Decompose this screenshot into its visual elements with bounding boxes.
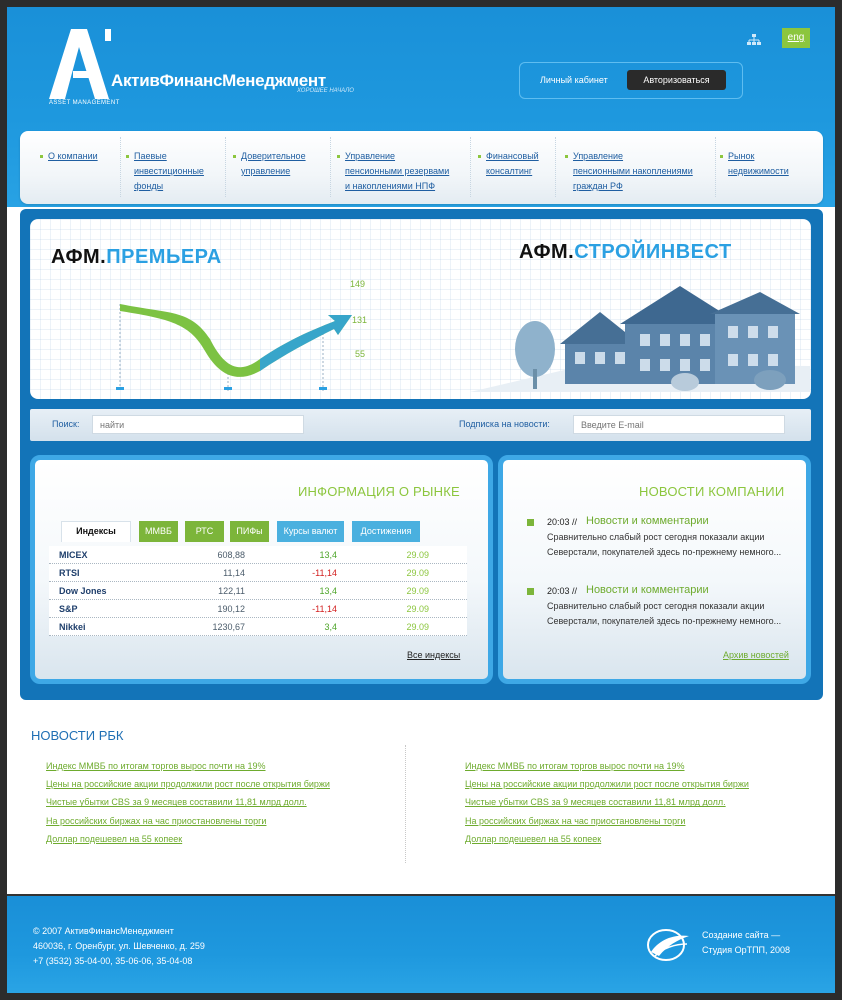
nav-divider — [330, 137, 331, 197]
footer-copyright: © 2007 АктивФинансМенеджмент — [33, 926, 174, 936]
company-news-panel — [498, 455, 811, 684]
nav-trust-management[interactable] — [233, 149, 306, 179]
footer-address: 460036, г. Оренбург, ул. Шевченко, д. 259 — [33, 941, 205, 951]
subscribe-label: Подписка на новости: — [459, 419, 550, 429]
market-info-title: ИНФОРМАЦИЯ О РЫНКЕ — [298, 484, 460, 499]
table-row — [49, 546, 467, 564]
chart-label: 131 — [352, 315, 368, 325]
nav-real-estate[interactable] — [720, 149, 789, 179]
rbc-news-link[interactable]: Индекс ММВБ по итогам торгов вырос почти на 19% — [465, 761, 685, 771]
nav-divider — [470, 137, 471, 197]
sitemap-icon[interactable] — [747, 34, 761, 46]
market-info-panel — [30, 455, 493, 684]
header — [7, 7, 835, 207]
rbc-news-link[interactable]: Доллар подешевел на 55 копеек — [46, 833, 183, 844]
search-strip — [30, 409, 811, 441]
index-name: Dow Jones — [59, 586, 107, 596]
footer-credit[interactable] — [702, 928, 790, 958]
table-row — [49, 618, 467, 636]
news-time: 20:03 // — [547, 517, 578, 527]
studio-logo-icon[interactable] — [645, 926, 691, 964]
news-time: 20:03 // — [547, 586, 578, 596]
table-row — [49, 564, 467, 582]
rbc-news-link[interactable]: Цены на российские акции продолжили рост после открытия биржи — [46, 779, 330, 790]
footer-phones: +7 (3532) 35-04-00, 35-06-06, 35-04-08 — [33, 956, 193, 966]
nav-label: управление — [241, 166, 291, 176]
rbc-news-title: НОВОСТИ РБК — [31, 728, 124, 743]
tab-pif[interactable]: ПИФы — [230, 521, 269, 542]
nav-divider — [120, 137, 121, 197]
nav-about[interactable] — [40, 149, 98, 164]
nav-pension-savings[interactable] — [565, 149, 693, 194]
tab-currency[interactable]: Курсы валют — [277, 521, 344, 542]
rbc-news-link[interactable]: Цены на российские акции продолжили рост после открытия биржи — [465, 779, 749, 790]
search-input[interactable] — [92, 415, 304, 434]
rbc-news-link[interactable]: Доллар подешевел на 55 копеек — [465, 833, 602, 844]
rbc-news-link[interactable]: Чистые убытки CBS за 9 месяцев составили 11,81 млрд долл. — [46, 797, 307, 808]
index-value: 122,11 — [218, 586, 245, 596]
page — [7, 7, 835, 993]
table-row — [49, 582, 467, 600]
nav-label: Доверительное — [241, 151, 306, 161]
index-name: RTSI — [59, 568, 80, 578]
cabinet-label: Личный кабинет — [540, 75, 608, 85]
news-text: Сравнительно слабый рост сегодня показали акции Северстали, покупателей здесь по-прежнему немного... — [547, 532, 782, 557]
nav-label: пенсионными накоплениями — [573, 166, 693, 176]
index-change: -11,14 — [312, 568, 337, 578]
lang-switch-eng[interactable]: eng — [782, 28, 810, 48]
promo-banner — [30, 219, 811, 399]
index-value: 11,14 — [223, 568, 245, 578]
index-name: MICEX — [59, 550, 88, 560]
nav-label: Паевые — [134, 151, 167, 161]
index-value: 1230,67 — [212, 622, 245, 632]
main-nav — [20, 131, 823, 204]
rbc-news-link[interactable]: На российских биржах на час приостановлены торги — [465, 815, 686, 826]
banner-title-accent: СТРОЙИНВЕСТ — [574, 241, 732, 263]
rbc-divider — [405, 745, 406, 863]
tab-rts[interactable]: РТС — [185, 521, 224, 542]
news-headline-link[interactable]: Новости и комментарии — [586, 584, 709, 596]
search-label: Поиск: — [52, 419, 80, 429]
index-change: 13,4 — [319, 550, 337, 560]
credit-line: Создание сайта — — [702, 930, 781, 940]
rbc-news-link[interactable]: Индекс ММВБ по итогам торгов вырос почти на 19% — [46, 761, 266, 771]
banner-stroyinvest-title[interactable] — [519, 241, 732, 264]
rbc-news-list-left — [46, 761, 330, 852]
nav-label: инвестиционные — [134, 166, 204, 176]
credit-line: Студия ОрТПП, 2008 — [702, 945, 791, 955]
nav-label: Рынок — [728, 151, 755, 161]
rbc-news-link[interactable]: На российских биржах на час приостановлены торги — [46, 815, 267, 826]
subscribe-email-input[interactable] — [573, 415, 785, 434]
nav-label: Управление — [573, 151, 624, 161]
bullet-icon — [527, 588, 534, 595]
nav-label: консалтинг — [486, 166, 533, 176]
news-item — [527, 515, 807, 575]
index-change: -11,14 — [312, 604, 337, 614]
footer — [7, 894, 835, 993]
chart-label: 149 — [350, 279, 366, 289]
logo-subtitle: ASSET MANAGEMENT — [49, 100, 120, 106]
tab-micex[interactable]: ММВБ — [139, 521, 178, 542]
logo-icon[interactable] — [49, 29, 119, 105]
table-row — [49, 600, 467, 618]
index-date: 29.09 — [406, 586, 429, 596]
index-date: 29.09 — [406, 550, 429, 560]
nav-label: фонды — [134, 181, 164, 191]
nav-label: граждан РФ — [573, 181, 623, 191]
index-value: 190,12 — [217, 604, 245, 614]
footer-contacts — [33, 924, 205, 969]
banner-title-accent: ПРЕМЬЕРА — [106, 246, 222, 268]
index-change: 3,4 — [324, 622, 337, 632]
growth-chart-illustration — [110, 259, 390, 399]
nav-label: Управление — [345, 151, 396, 161]
news-headline-link[interactable]: Новости и комментарии — [586, 515, 709, 527]
news-item — [527, 584, 807, 644]
house-illustration — [470, 274, 810, 394]
main-block — [20, 209, 823, 700]
index-name: Nikkei — [59, 622, 86, 632]
logo-slogan: ХОРОШЕЕ НАЧАЛО — [297, 88, 354, 94]
index-change: 13,4 — [319, 586, 337, 596]
rbc-news-link[interactable]: Чистые убытки CBS за 9 месяцев составили 11,81 млрд долл. — [465, 797, 726, 808]
company-news-title: НОВОСТИ КОМПАНИИ — [639, 484, 785, 499]
chart-label: 55 — [355, 349, 366, 359]
tab-indices[interactable]: Индексы — [61, 521, 131, 542]
logo-name[interactable]: АктивФинансМенеджмент — [111, 71, 326, 90]
indices-table — [49, 546, 467, 636]
nav-divider — [225, 137, 226, 197]
nav-mutual-funds[interactable] — [126, 149, 204, 194]
index-date: 29.09 — [406, 568, 429, 578]
index-date: 29.09 — [406, 604, 429, 614]
rbc-news-list-right — [465, 761, 749, 852]
banner-title-prefix: АФМ. — [51, 246, 107, 268]
login-button[interactable]: Авторизоваться — [627, 70, 726, 90]
index-date: 29.09 — [406, 622, 429, 632]
nav-label: О компании — [48, 151, 98, 161]
nav-divider — [555, 137, 556, 197]
nav-label: Финансовый — [486, 151, 539, 161]
news-archive-link[interactable]: Архив новостей — [723, 650, 789, 660]
bullet-icon — [527, 519, 534, 526]
all-indices-link[interactable]: Все индексы — [407, 650, 461, 660]
nav-divider — [715, 137, 716, 197]
tab-achievements[interactable]: Достижения — [352, 521, 420, 542]
nav-pension-reserves[interactable] — [337, 149, 449, 194]
nav-label: и накоплениями НПФ — [345, 181, 436, 191]
nav-label: недвижимости — [728, 166, 789, 176]
nav-consulting[interactable] — [478, 149, 539, 179]
personal-cabinet — [519, 62, 743, 99]
index-value: 608,88 — [217, 550, 245, 560]
nav-label: пенсионными резервами — [345, 166, 450, 176]
news-text: Сравнительно слабый рост сегодня показали акции Северстали, покупателей здесь по-прежнему немного... — [547, 601, 782, 626]
index-name: S&P — [59, 604, 78, 614]
banner-title-prefix: АФМ. — [519, 241, 575, 263]
